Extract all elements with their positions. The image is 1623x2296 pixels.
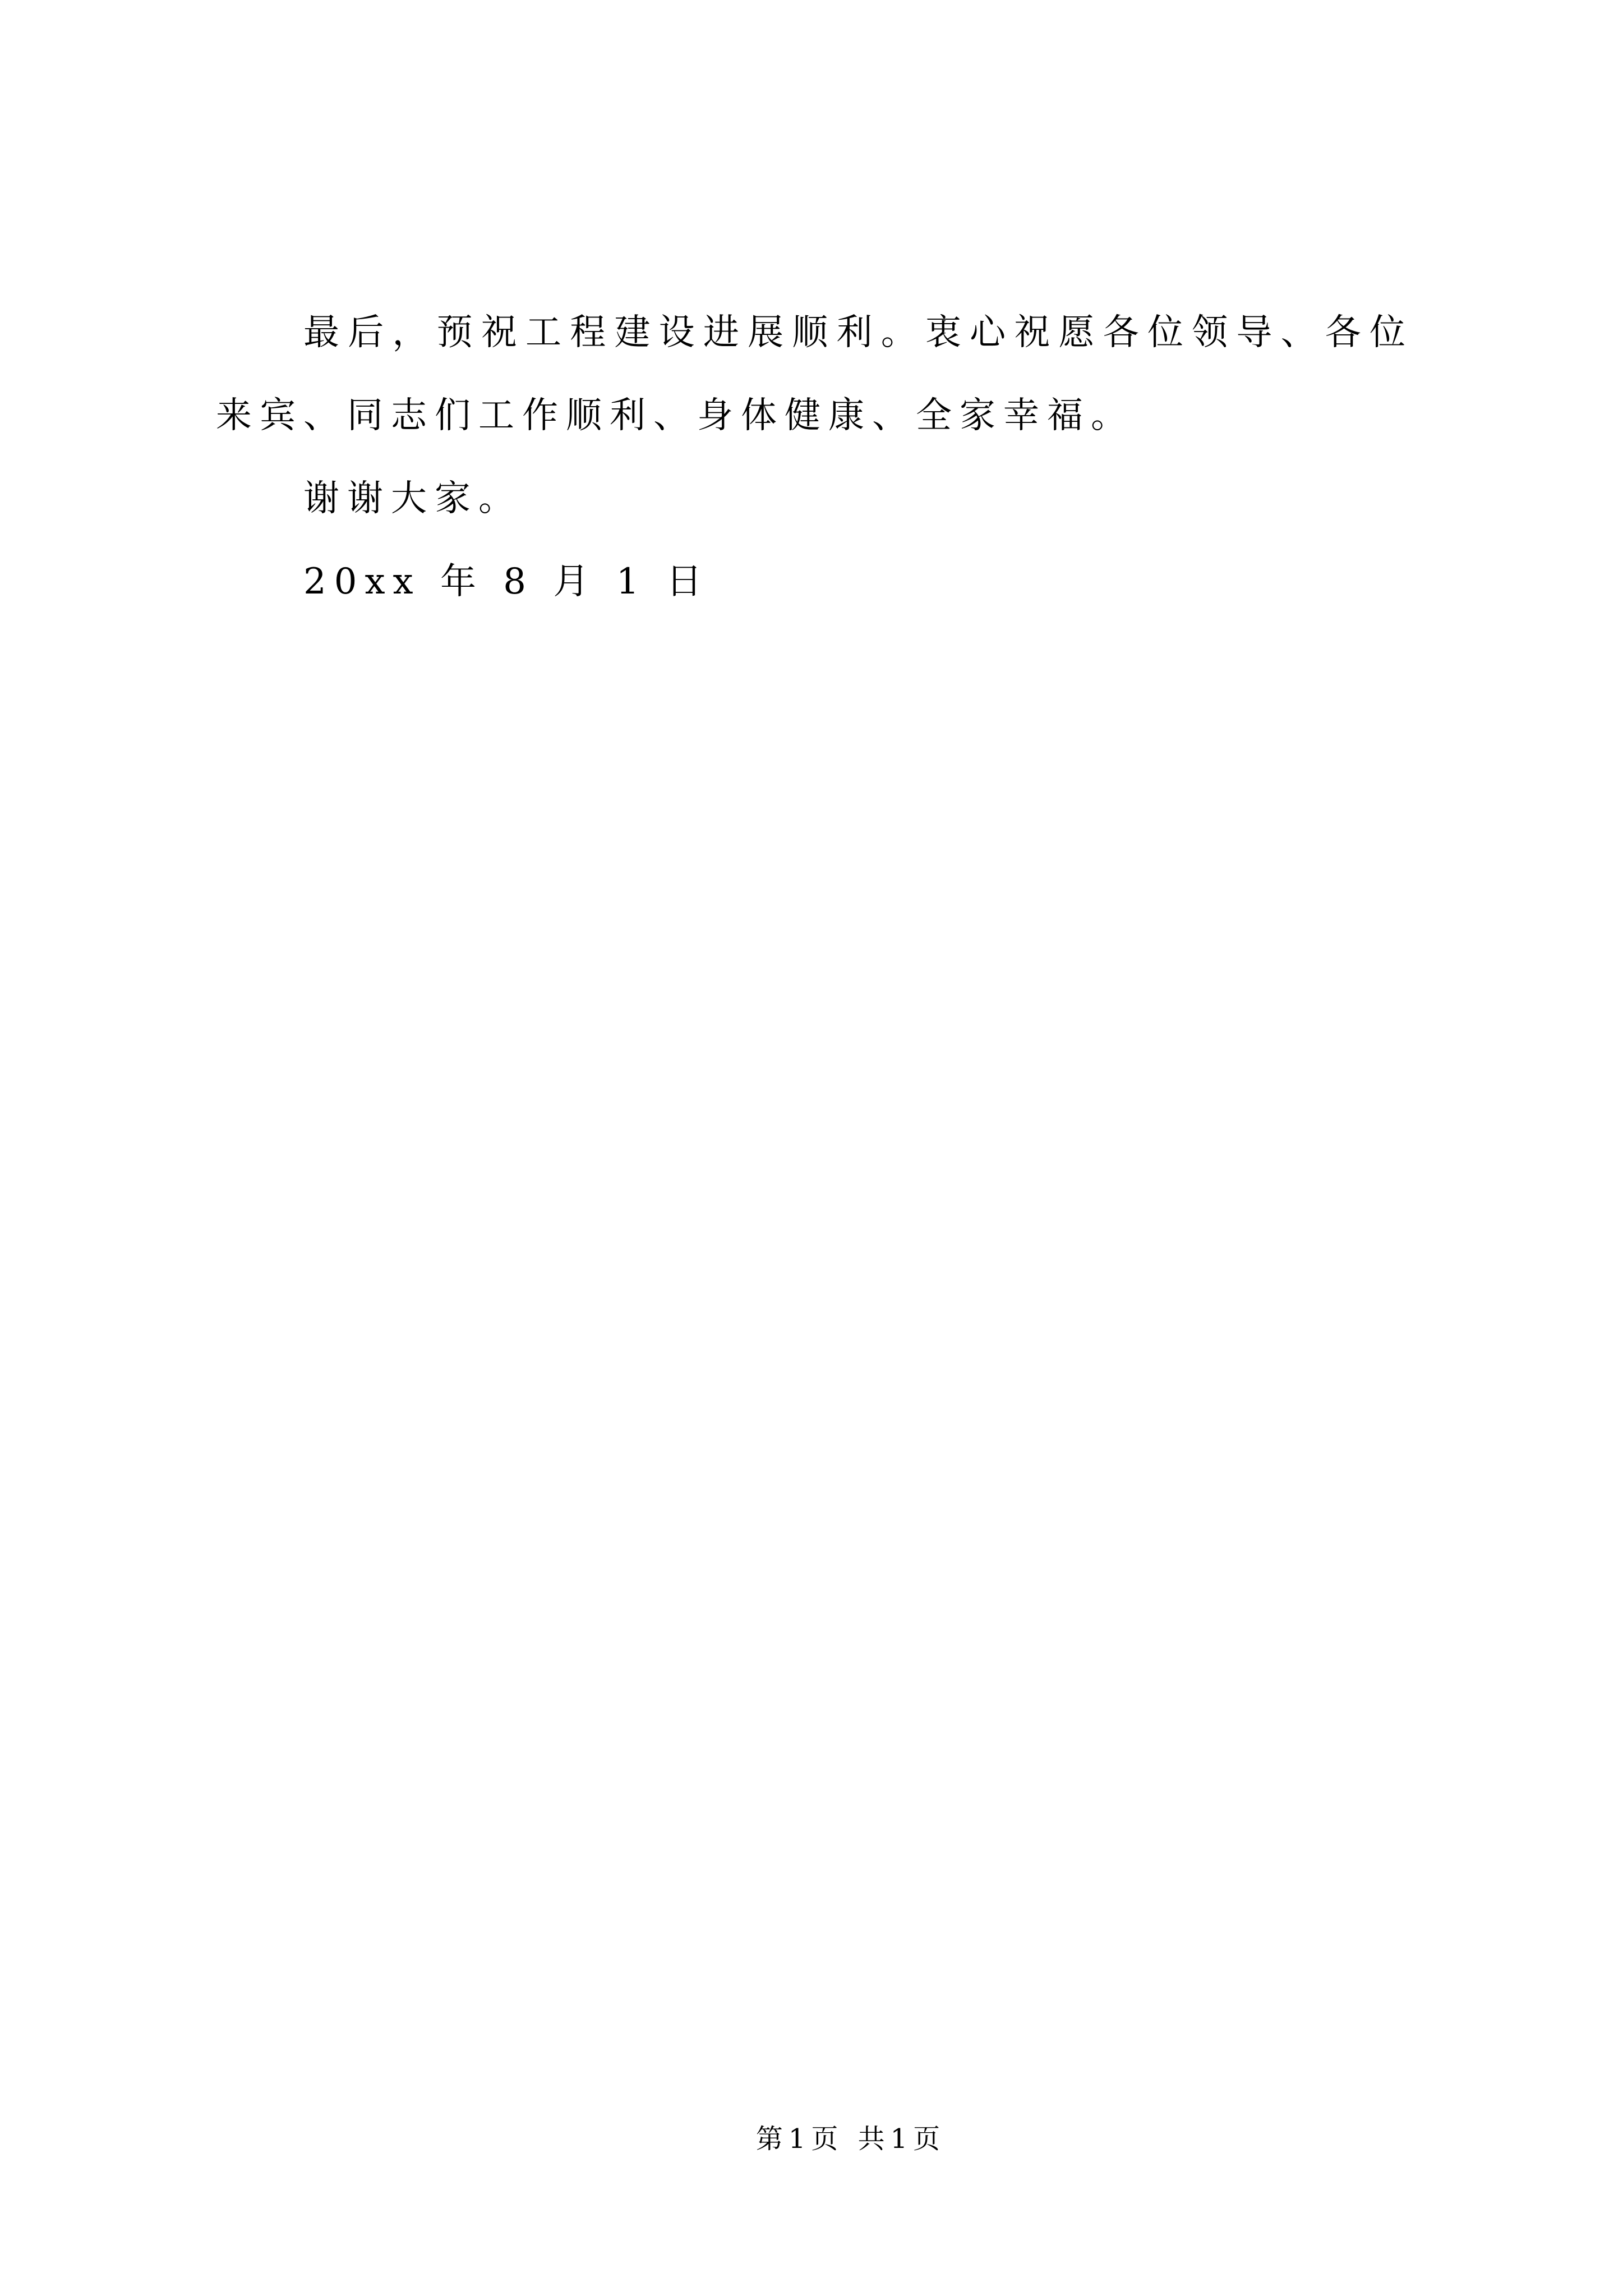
- footer-page-number: 第1页 共1页: [755, 2123, 946, 2155]
- document-body: [216, 291, 1413, 623]
- paragraph-thanks: 谢谢大家。: [303, 478, 522, 519]
- paragraph-date: 20xx 年 8 月 1 日: [303, 561, 710, 602]
- paragraph-closing-wishes: 最后，预祝工程建设进展顺利。衷心祝愿各位领导、各位来宾、同志们工作顺利、身体健康、全家幸福。: [216, 312, 1413, 436]
